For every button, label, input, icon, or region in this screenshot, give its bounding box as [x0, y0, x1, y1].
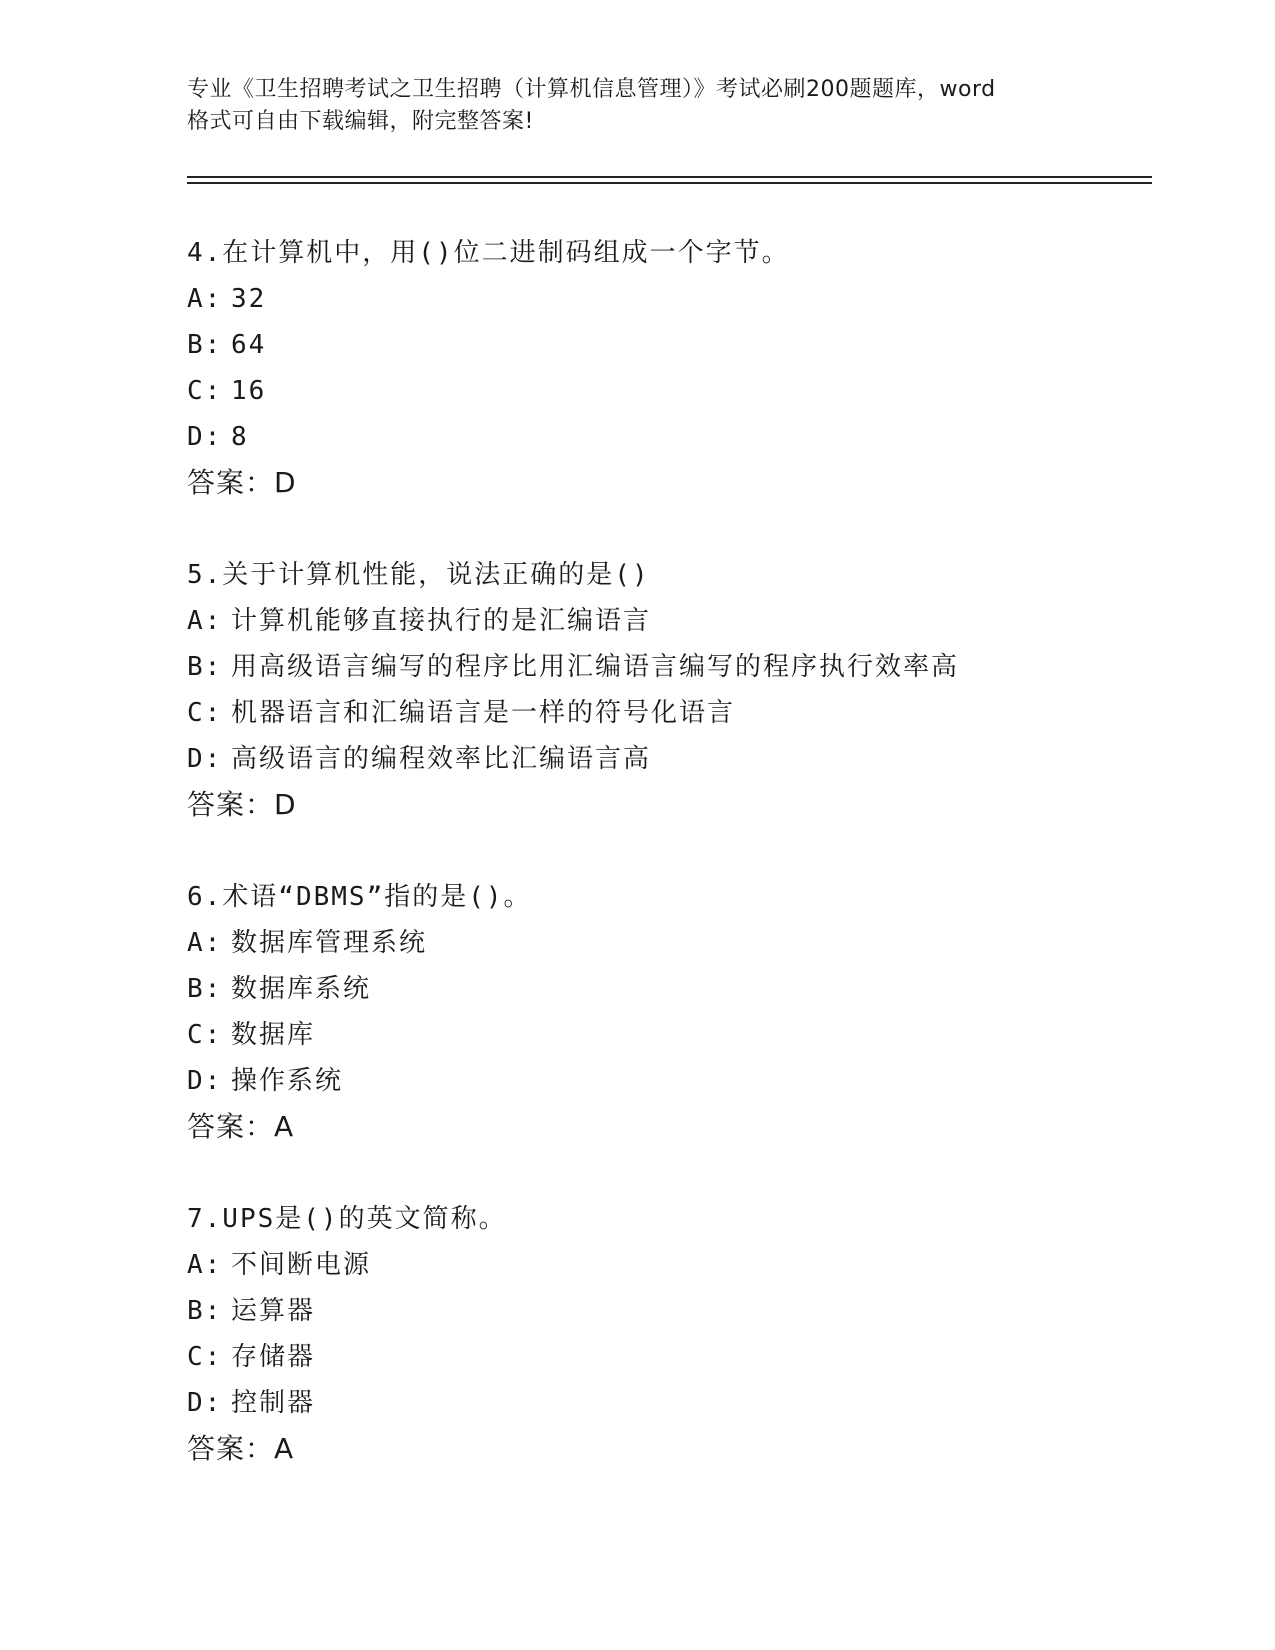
option-key: C:: [187, 698, 223, 728]
option-c: [187, 690, 1167, 736]
option-key: A:: [187, 284, 223, 314]
question-item: [187, 1196, 1167, 1472]
option-a: [187, 1242, 1167, 1288]
answer-line: 答案：A: [187, 1110, 295, 1143]
document-header: [187, 74, 1087, 138]
option-text: 存储器: [231, 1342, 316, 1372]
option-b: [187, 644, 1167, 690]
option-b: [187, 1288, 1167, 1334]
option-text: 运算器: [231, 1296, 316, 1326]
option-key: B:: [187, 652, 223, 682]
header-line-1: 专业《卫生招聘考试之卫生招聘（计算机信息管理）》考试必刷200题题库，word: [187, 77, 996, 102]
question-item: [187, 874, 1167, 1150]
option-text: 不间断电源: [231, 1250, 372, 1280]
header-divider-top: [187, 176, 1152, 178]
option-key: A:: [187, 928, 223, 958]
option-a: [187, 920, 1167, 966]
option-key: A:: [187, 1250, 223, 1280]
option-key: D:: [187, 1388, 223, 1418]
option-d: [187, 736, 1167, 782]
option-key: C:: [187, 1342, 223, 1372]
option-text: 64: [231, 330, 267, 360]
question-item: [187, 552, 1167, 828]
question-title: 4.在计算机中，用()位二进制码组成一个字节。: [187, 238, 790, 268]
option-b: [187, 322, 1167, 368]
option-text: 数据库系统: [231, 974, 372, 1004]
option-key: C:: [187, 376, 223, 406]
option-key: D:: [187, 1066, 223, 1096]
option-key: A:: [187, 606, 223, 636]
header-divider-bottom: [187, 182, 1152, 184]
option-text: 数据库: [231, 1020, 316, 1050]
option-d: [187, 414, 1167, 460]
answer-line: 答案：D: [187, 788, 297, 821]
option-a: [187, 598, 1167, 644]
option-d: [187, 1380, 1167, 1426]
option-c: [187, 368, 1167, 414]
option-b: [187, 966, 1167, 1012]
answer-line: 答案：D: [187, 466, 297, 499]
option-c: [187, 1012, 1167, 1058]
option-text: 控制器: [231, 1388, 316, 1418]
option-text: 计算机能够直接执行的是汇编语言: [231, 606, 652, 636]
option-a: [187, 276, 1167, 322]
option-text: 数据库管理系统: [231, 928, 428, 958]
option-text: 机器语言和汇编语言是一样的符号化语言: [231, 698, 736, 728]
option-c: [187, 1334, 1167, 1380]
answer-line: 答案：A: [187, 1432, 295, 1465]
option-text: 32: [231, 284, 267, 314]
option-text: 8: [231, 422, 249, 452]
option-text: 高级语言的编程效率比汇编语言高: [231, 744, 652, 774]
question-title: 5.关于计算机性能，说法正确的是(): [187, 560, 650, 590]
question-title: 6.术语“DBMS”指的是()。: [187, 882, 532, 912]
option-key: B:: [187, 974, 223, 1004]
option-d: [187, 1058, 1167, 1104]
option-key: C:: [187, 1020, 223, 1050]
option-key: B:: [187, 330, 223, 360]
option-key: D:: [187, 422, 223, 452]
option-key: B:: [187, 1296, 223, 1326]
question-item: [187, 230, 1167, 506]
option-text: 用高级语言编写的程序比用汇编语言编写的程序执行效率高: [231, 652, 960, 682]
header-line-2: 格式可自由下载编辑，附完整答案!: [187, 109, 534, 134]
question-title: 7.UPS是()的英文简称。: [187, 1204, 507, 1234]
option-text: 16: [231, 376, 267, 406]
option-key: D:: [187, 744, 223, 774]
option-text: 操作系统: [231, 1066, 344, 1096]
